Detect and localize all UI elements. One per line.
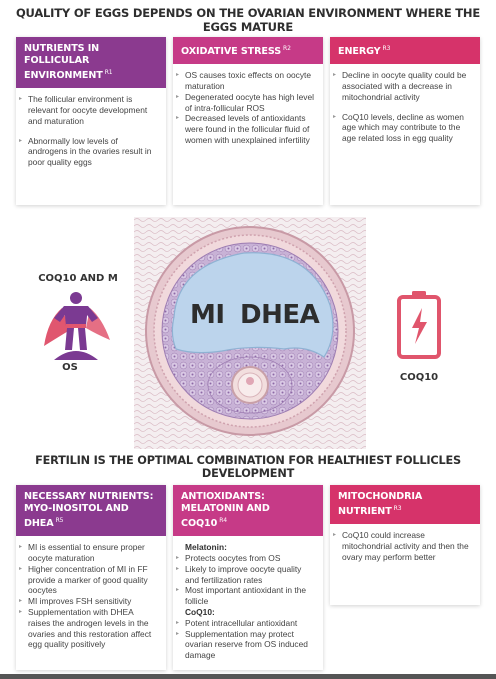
card-necessary-nutrients (16, 485, 166, 670)
card-antioxidants (173, 485, 323, 670)
list-item: ▸ The follicular environment is relevant for oocyte development (24, 94, 158, 116)
card-mitochondria-nutrient (330, 485, 480, 605)
card-body (16, 88, 166, 174)
card-body (330, 524, 480, 568)
superhero-icon (40, 290, 112, 362)
list-item: ▸ OS causes toxic effects on oocyte maturation (181, 70, 315, 92)
card-oxidative-stress (173, 37, 323, 205)
headline-top: QUALITY OF EGGS DEPENDS ON THE OVARIAN ENVIRONMENT WHERE THE EGGS MATURE (15, 6, 480, 34)
card-title: ANTIOXIDANTS: MELATONIN AND COQ10 $^{R4}$ (173, 485, 323, 536)
list-item: ▸ Decreased levels of antioxidants (181, 113, 315, 124)
list-item: ▸ Potent intracellular antioxidant (181, 618, 315, 629)
card-nutrients (16, 37, 166, 205)
list-item: ▸ Decline in oocyte quality could be associated with a decrease in mitochondrial activity (338, 70, 472, 102)
card-title: MITOCHONDRIA NUTRIENT $^{R3}$ (330, 485, 480, 524)
headline-mid: FERTILIN IS THE OPTIMAL COMBINATION FOR HEALTHIEST FOLLICLES DEVELOPMENT (35, 454, 461, 480)
list-item: and maturation (28, 115, 84, 126)
card-title: NECESSARY NUTRIENTS: MYO-INOSITOL AND DHEA $^{R5}$ (16, 485, 166, 536)
list-item: were found in the follicular fluid of (185, 124, 310, 135)
label-coq10-and-m: COQ10 AND M (38, 273, 118, 284)
card-body (16, 536, 166, 656)
battery-low-icon (396, 290, 442, 360)
list-item: ▸ Degenerated oocyte has high level of intra-follicular ROS (181, 92, 315, 114)
center-label-dhea: DHEA (240, 300, 320, 330)
list-item: ▸ CoQ10 could increase mitochondrial activity and then the ovary may perform better (338, 530, 472, 562)
list-item: ▸ Protects oocytes from OS (181, 553, 315, 564)
follicle-illustration (134, 217, 366, 449)
list-item: ▸ Supplementation with DHEA (24, 607, 158, 618)
list-item: ▸ MI improves FSH sensitivity (24, 596, 158, 607)
card-body (173, 64, 323, 152)
list-item: ▸ Supplementation may protect ovarian reserve from OS induced damage (181, 629, 315, 661)
label-coq10: COQ10 (399, 372, 439, 383)
list-item: women with unexplained infertility (185, 134, 310, 145)
card-title: OXIDATIVE STRESS $^{R2}$ (173, 37, 323, 64)
list-item: Melatonin: (185, 542, 227, 553)
list-item: ▸ Likely to improve oocyte quality and fertilization rates (181, 564, 315, 586)
card-energy (330, 37, 480, 205)
list-item: ▸ Higher concentration of MI in FF provide a marker of good quality oocytes (24, 564, 158, 596)
card-body (173, 536, 323, 667)
list-item: ▸ MI is essential to ensure proper oocyte maturation (24, 542, 158, 564)
center-label-mi: MI (190, 300, 225, 330)
label-os: OS (62, 362, 78, 373)
card-title: ENERGY $^{R3}$ (330, 37, 480, 64)
list-item: ▸ Most important antioxidant in the follicle (181, 585, 315, 607)
bottom-bar (0, 674, 496, 679)
list-item: ▸ CoQ10 levels, decline as women age which may contribute to the age related loss in egg quality (338, 112, 472, 144)
list-item: ▸ Abnormally low levels of androgens in the ovaries result in poor quality eggs (24, 136, 158, 168)
list-item: CoQ10: (185, 606, 215, 617)
card-title: NUTRIENTS IN FOLLICULAR ENVIRONMENT $^{R1}$ (16, 37, 166, 88)
card-body (330, 64, 480, 150)
list-item: raises the androgen levels in the ovaries and this restoration affect egg quality positively (28, 617, 152, 650)
